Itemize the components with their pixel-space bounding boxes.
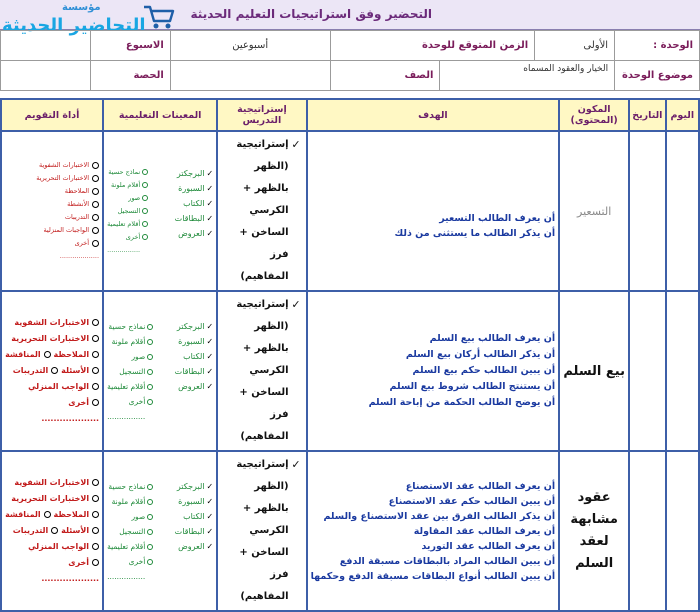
check-icon: ✓ xyxy=(206,336,214,346)
material-item: ✓الكتاب xyxy=(183,351,214,361)
evaluation-item: الاختبارات التحريرية xyxy=(5,331,99,347)
date-cell xyxy=(629,291,665,451)
radio-circle-icon xyxy=(92,175,99,182)
radio-circle-icon xyxy=(44,351,51,358)
material-item: ✓البرجكتر xyxy=(176,321,214,331)
radio-circle-icon xyxy=(92,511,99,518)
evaluation-item: الاختبارات الشفوية xyxy=(5,159,99,172)
evaluation-item: الواجب المنزلي xyxy=(5,539,99,555)
goal-item: أن يعرف الطالب عقد الاستصناع xyxy=(405,480,556,492)
radio-circle-icon xyxy=(147,499,153,505)
lesson-plan-table xyxy=(0,98,700,612)
radio-circle-icon xyxy=(147,514,153,520)
goal-item: أن يذكر الطالب الفرق بين عقد الاستصناع والسلم xyxy=(323,510,556,522)
material-item: ✓البرجكتر xyxy=(176,481,214,491)
radio-circle-icon xyxy=(92,162,99,169)
col-goal: الهدف xyxy=(307,99,560,131)
materials-cell xyxy=(103,131,217,291)
check-icon: ✓ xyxy=(206,198,214,208)
evaluation-item: الاختبارات التحريرية xyxy=(5,172,99,185)
goal-item: أن يعرف الطالب بيع السلم xyxy=(429,333,556,344)
material-item: ✓السبورة xyxy=(178,496,214,506)
radio-circle-icon xyxy=(51,527,58,534)
material-option: أقلام ملونة xyxy=(107,334,153,349)
material-option: نماذج حسية xyxy=(107,166,148,179)
material-item: ✓البطاقات xyxy=(174,526,214,536)
material-option: صور xyxy=(107,509,153,524)
strategy-cell xyxy=(217,291,306,451)
date-cell xyxy=(629,131,665,291)
col-content: المكون (المحتوى) xyxy=(559,99,629,131)
fill-dots: ................... xyxy=(41,414,100,423)
evaluation-item: الاختبارات الشفوية xyxy=(5,315,99,331)
radio-circle-icon xyxy=(92,188,99,195)
goal-item: أن يذكر الطالب ما يستثنى من ذلك xyxy=(394,228,556,239)
evaluation-item: الأسئلة التدريبات xyxy=(5,523,99,539)
plan-row xyxy=(1,131,699,291)
goal-item: أن يذكر الطالب أركان بيع السلم xyxy=(405,349,556,360)
check-icon: ✓ xyxy=(291,298,301,311)
check-icon: ✓ xyxy=(206,526,214,536)
fill-dots: ................ xyxy=(107,571,146,581)
material-option: أقلام تعليمية xyxy=(107,539,153,554)
radio-circle-icon xyxy=(147,369,153,375)
goal-cell xyxy=(307,131,560,291)
plan-header-row xyxy=(1,99,699,131)
material-item: ✓العروض xyxy=(178,228,214,238)
goal-item: أن يعرف الطالب عقد المقاولة xyxy=(413,525,556,537)
check-icon: ✓ xyxy=(206,511,214,521)
day-cell xyxy=(666,291,699,451)
radio-circle-icon xyxy=(92,399,99,406)
radio-circle-icon xyxy=(92,319,99,326)
topic-value: الخيار والعقود المسماه xyxy=(440,61,615,91)
logo-top-text: مؤسسة xyxy=(62,2,101,13)
radio-circle-icon xyxy=(142,182,148,188)
evaluation-cell xyxy=(1,291,103,451)
check-icon: ✓ xyxy=(206,381,214,391)
check-icon: ✓ xyxy=(206,321,214,331)
check-icon: ✓ xyxy=(206,481,214,491)
radio-circle-icon xyxy=(142,234,148,240)
radio-circle-icon xyxy=(92,495,99,502)
check-icon: ✓ xyxy=(206,168,214,178)
material-option: أقلام تعليمية xyxy=(107,379,153,394)
radio-circle-icon xyxy=(147,399,153,405)
plan-row xyxy=(1,291,699,451)
evaluation-item: أخرى xyxy=(5,555,99,571)
material-item: ✓السبورة xyxy=(178,336,214,346)
material-option: نماذج حسية xyxy=(107,319,153,334)
radio-circle-icon xyxy=(142,195,148,201)
strategy-cell xyxy=(217,131,306,291)
col-date: التاريخ xyxy=(629,99,665,131)
evaluation-cell xyxy=(1,131,103,291)
strategy-text: إستراتيجية (الظهر بالظهر + الكرسي الساخن + فرز المفاهيم) xyxy=(236,139,289,282)
radio-circle-icon xyxy=(44,511,51,518)
radio-circle-icon xyxy=(92,543,99,550)
fill-dots: ................ xyxy=(107,411,146,421)
goal-item: أن يبين الطالب أنواع البطاقات مسبقة الدفع وحكمها xyxy=(310,570,556,582)
goal-item: أن يعرف الطالب التسعير xyxy=(439,213,556,224)
radio-circle-icon xyxy=(142,169,148,175)
radio-circle-icon xyxy=(92,527,99,534)
radio-circle-icon xyxy=(147,559,153,565)
goal-cell xyxy=(307,451,560,611)
radio-circle-icon xyxy=(147,354,153,360)
check-icon: ✓ xyxy=(291,138,301,151)
radio-circle-icon xyxy=(92,240,99,247)
info-table xyxy=(0,30,700,91)
strategy-cell xyxy=(217,451,306,611)
radio-circle-icon xyxy=(92,559,99,566)
col-materials: المعينات التعليمية xyxy=(103,99,217,131)
material-option: أخرى xyxy=(107,231,148,244)
fill-dots: ................ xyxy=(107,245,141,254)
material-item: ✓السبورة xyxy=(178,183,214,193)
evaluation-item: التدريبات xyxy=(5,211,99,224)
radio-circle-icon xyxy=(147,484,153,490)
evaluation-item: الملاحظة المناقشة xyxy=(5,507,99,523)
material-item: ✓الكتاب xyxy=(183,198,214,208)
class-value xyxy=(170,61,330,91)
radio-circle-icon xyxy=(147,339,153,345)
goal-cell xyxy=(307,291,560,451)
radio-circle-icon xyxy=(92,367,99,374)
evaluation-item: الأنشطة xyxy=(5,198,99,211)
goal-item: أن يوضح الطالب الحكمة من إباحة السلم xyxy=(368,397,556,408)
fill-dots: ................... xyxy=(41,574,100,583)
col-evaluation: أداة التقويم xyxy=(1,99,103,131)
material-item: ✓الكتاب xyxy=(183,511,214,521)
check-icon: ✓ xyxy=(206,183,214,193)
check-icon: ✓ xyxy=(206,496,214,506)
goal-item: أن يستنتج الطالب شروط بيع السلم xyxy=(389,381,556,392)
material-item: ✓البطاقات xyxy=(174,213,214,223)
material-option: أخرى xyxy=(107,394,153,409)
goal-item: أن يبين الطالب المراد بالبطاقات مسبقة الدفع xyxy=(339,555,556,567)
expected-time-value: أسبوعين xyxy=(170,31,330,61)
unit-label: الوحدة : xyxy=(615,31,700,61)
content-cell: عقود مشابهة لعقد السلم xyxy=(559,451,629,611)
material-item: ✓البرجكتر xyxy=(176,168,214,178)
check-icon: ✓ xyxy=(206,541,214,551)
expected-time-label: الزمن المتوقع للوحدة xyxy=(330,31,535,61)
material-option: التسجيل xyxy=(107,364,153,379)
radio-circle-icon xyxy=(142,208,148,214)
material-option: أقلام تعليمية xyxy=(107,218,148,231)
goal-item: أن يعرف الطالب عقد التوريد xyxy=(421,540,556,552)
material-item: ✓العروض xyxy=(178,541,214,551)
radio-circle-icon xyxy=(51,367,58,374)
content-cell: التسعير xyxy=(559,131,629,291)
radio-circle-icon xyxy=(92,214,99,221)
radio-circle-icon xyxy=(92,383,99,390)
goal-item: أن يبين الطالب حكم بيع السلم xyxy=(412,365,556,376)
cart-icon xyxy=(142,3,176,31)
col-day: اليوم xyxy=(666,99,699,131)
material-option: صور xyxy=(107,349,153,364)
evaluation-item: أخرى xyxy=(5,237,99,250)
date-cell xyxy=(629,451,665,611)
materials-cell xyxy=(103,291,217,451)
day-cell xyxy=(666,131,699,291)
radio-circle-icon xyxy=(92,227,99,234)
page-title: التحضير وفق استراتيجيات التعليم الحديثة xyxy=(190,7,432,21)
evaluation-item: أخرى xyxy=(5,395,99,411)
plan-row xyxy=(1,451,699,611)
material-option: أقلام ملونة xyxy=(107,494,153,509)
check-icon: ✓ xyxy=(206,228,214,238)
material-item: ✓العروض xyxy=(178,381,214,391)
radio-circle-icon xyxy=(147,544,153,550)
material-option: نماذج حسية xyxy=(107,479,153,494)
week-value xyxy=(1,31,91,61)
topic-label: موضوع الوحدة xyxy=(615,61,700,91)
evaluation-item: الاختبارات التحريرية xyxy=(5,491,99,507)
material-option: التسجيل xyxy=(107,524,153,539)
check-icon: ✓ xyxy=(206,366,214,376)
strategy-text: إستراتيجية (الظهر بالظهر + الكرسي الساخن + فرز المفاهيم) xyxy=(236,299,289,442)
fill-dots: ................... xyxy=(59,252,100,260)
check-icon: ✓ xyxy=(206,351,214,361)
radio-circle-icon xyxy=(92,201,99,208)
period-label: الحصة xyxy=(90,61,170,91)
evaluation-item: الواجب المنزلي xyxy=(5,379,99,395)
week-label: الاسبوع xyxy=(90,31,170,61)
goal-item: أن يبين الطالب حكم عقد الاستصناع xyxy=(388,495,556,507)
material-option: صور xyxy=(107,192,148,205)
evaluation-item: الملاحظة xyxy=(5,185,99,198)
radio-circle-icon xyxy=(147,384,153,390)
material-option: أقلام ملونة xyxy=(107,179,148,192)
radio-circle-icon xyxy=(92,479,99,486)
material-option: التسجيل xyxy=(107,205,148,218)
evaluation-item: الاختبارات الشفوية xyxy=(5,475,99,491)
check-icon: ✓ xyxy=(291,458,301,471)
period-value xyxy=(1,61,91,91)
evaluation-item: الواجبات المنزلية xyxy=(5,224,99,237)
material-item: ✓البطاقات xyxy=(174,366,214,376)
day-cell xyxy=(666,451,699,611)
radio-circle-icon xyxy=(147,324,153,330)
material-option: أخرى xyxy=(107,554,153,569)
col-strategy: إستراتيجية التدريس xyxy=(217,99,306,131)
radio-circle-icon xyxy=(142,221,148,227)
content-cell: بيع السلم xyxy=(559,291,629,451)
materials-cell xyxy=(103,451,217,611)
radio-circle-icon xyxy=(92,351,99,358)
evaluation-cell xyxy=(1,451,103,611)
radio-circle-icon xyxy=(147,529,153,535)
strategy-text: إستراتيجية (الظهر بالظهر + الكرسي الساخن + فرز المفاهيم) xyxy=(236,459,289,602)
class-label: الصف xyxy=(330,61,440,91)
evaluation-item: الأسئلة التدريبات xyxy=(5,363,99,379)
unit-value: الأولى xyxy=(535,31,615,61)
evaluation-item: الملاحظة المناقشة xyxy=(5,347,99,363)
radio-circle-icon xyxy=(92,335,99,342)
logo-main-text: التحاضير الحديثة xyxy=(2,15,146,36)
check-icon: ✓ xyxy=(206,213,214,223)
